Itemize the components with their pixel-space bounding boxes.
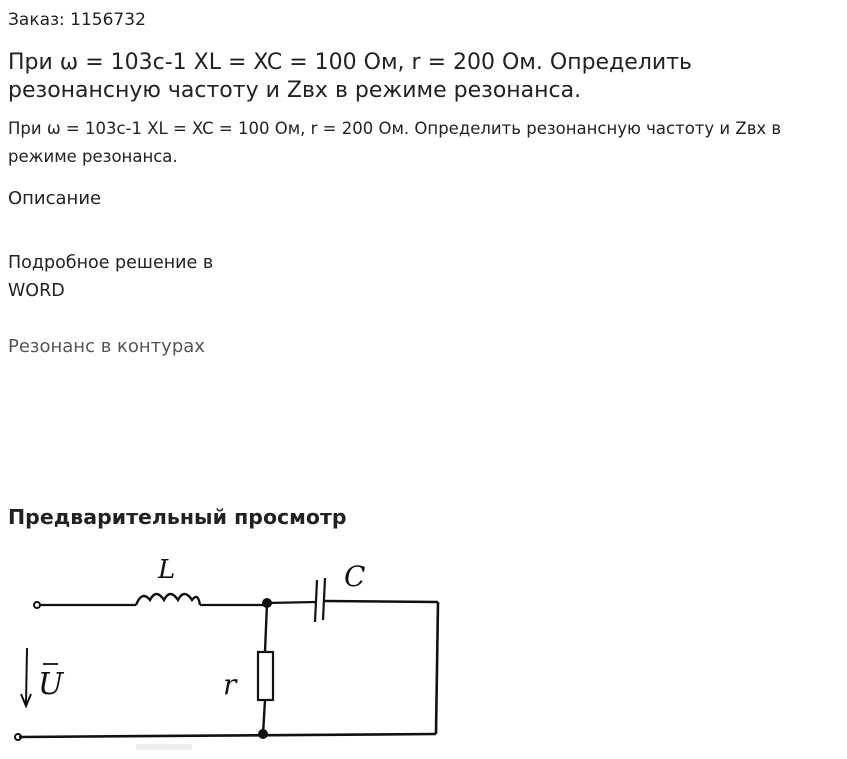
capacitor-plate-right — [323, 578, 325, 620]
wire-right — [436, 602, 438, 734]
task-title: При ω = 103с-1 XL = XC = 100 Ом, r = 200 Ом. Определить резонансную частоту и Zвх в режиме резонанса. — [8, 50, 692, 103]
inductor-label: L — [158, 555, 176, 585]
voltage-arrow-line — [26, 648, 27, 704]
task-description: При ω = 103с-1 XL = XC = 100 Ом, r = 200 Ом. Определить резонансную частоту и Zвх в режиме резонанса. — [8, 119, 782, 166]
resistor-body — [258, 652, 273, 700]
wire-to-capacitor — [267, 602, 316, 603]
input-terminal-top — [34, 602, 40, 608]
wire-bottom — [19, 734, 436, 737]
capacitor-plate-left — [315, 580, 317, 622]
resistor-label: r — [223, 668, 237, 701]
preview-heading: Предварительный просмотр — [8, 505, 347, 529]
description-heading: Описание — [8, 188, 102, 209]
voltage-label: U — [38, 667, 64, 702]
circuit-preview-image — [8, 548, 478, 759]
scan-artifact — [136, 744, 192, 750]
input-terminal-bottom — [15, 734, 21, 740]
inductor-coil — [136, 594, 200, 605]
wire-top-right — [325, 601, 438, 602]
solution-note: Подробное решение в WORD — [8, 253, 214, 301]
wire-resistor-top — [265, 603, 267, 652]
category-link[interactable]: Резонанс в контурах — [8, 336, 205, 357]
wire-resistor-bottom — [263, 700, 265, 734]
order-number: Заказ: 1156732 — [8, 10, 146, 30]
capacitor-label: C — [344, 560, 366, 593]
